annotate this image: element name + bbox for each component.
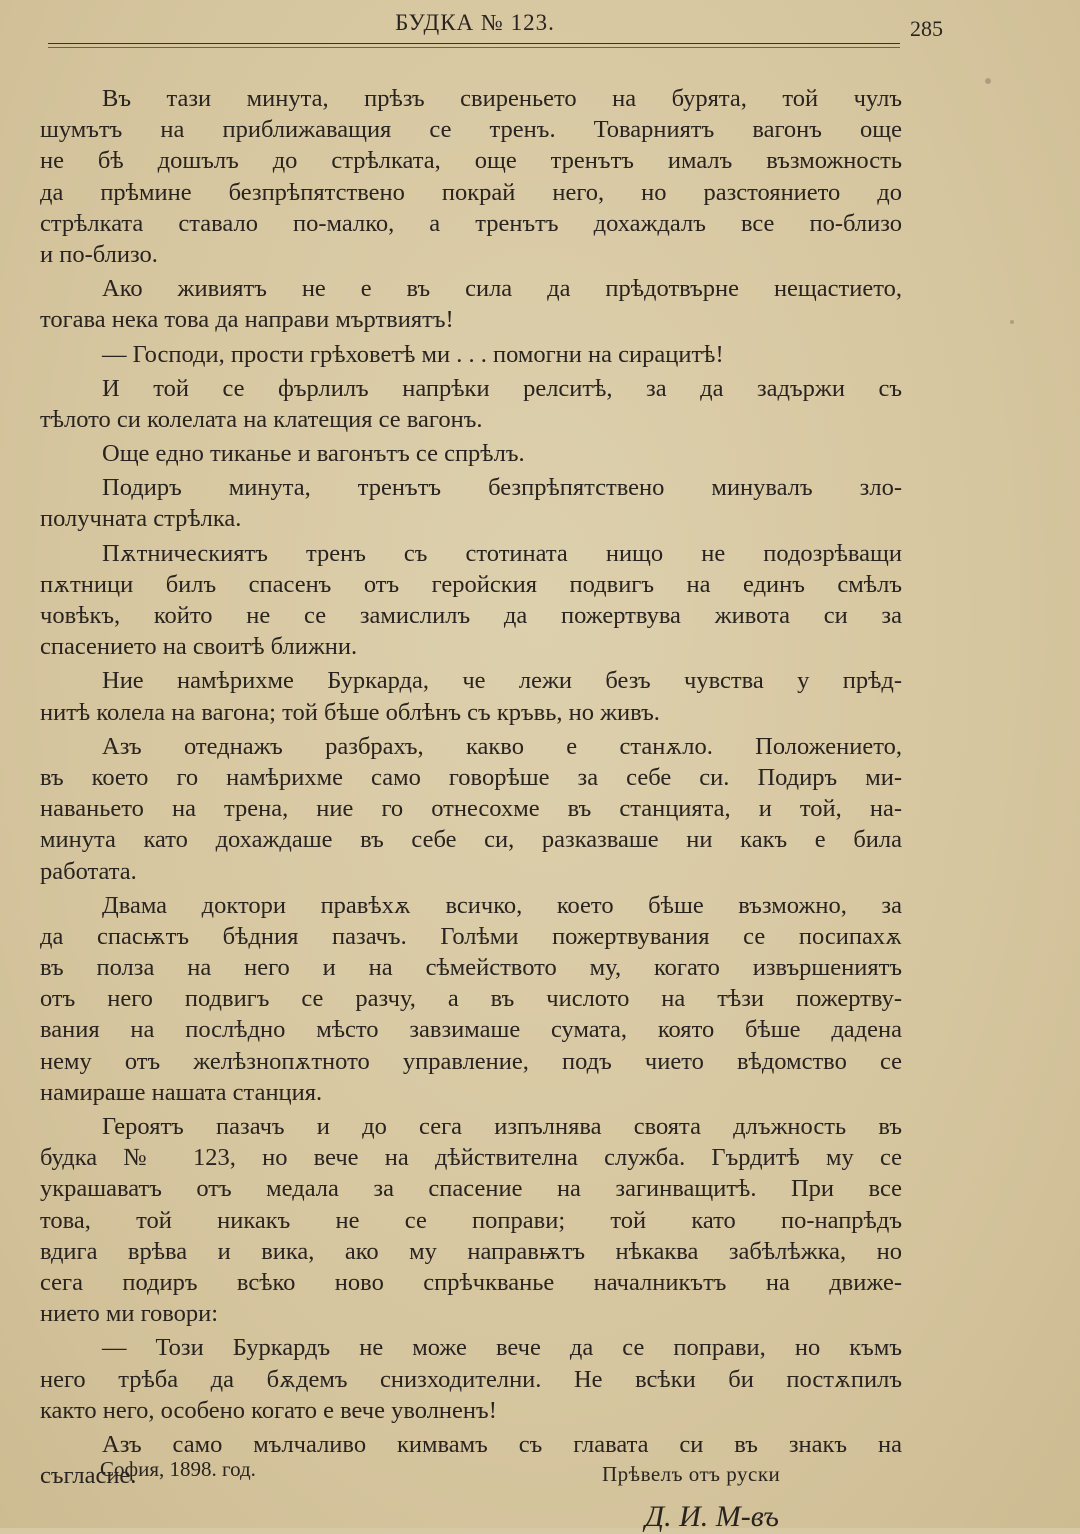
text-line: това, той никакъ не се поправи; той като по-напрѣдъ bbox=[40, 1206, 902, 1234]
text-line: вдига врѣва и вика, ако му направѭтъ нѣкаква забѣлѣжка, но bbox=[40, 1237, 902, 1265]
paper-speck bbox=[985, 78, 991, 84]
text-line: въ полза на него и на сѣмейството му, когато извършениятъ bbox=[40, 954, 902, 982]
article-body bbox=[40, 83, 902, 1494]
text-line: Азъ само мълчаливо кимвамъ съ главата си въ знакъ на bbox=[102, 1430, 902, 1458]
text-line: тогава нека това да направи мъртвиятъ! bbox=[40, 306, 454, 334]
paragraph bbox=[40, 731, 902, 887]
header-rule bbox=[48, 43, 900, 44]
header-rule-secondary bbox=[48, 47, 900, 48]
text-line: Азъ отеднажъ разбрахъ, какво е станѫло. Положението, bbox=[102, 732, 902, 760]
paragraph bbox=[40, 273, 902, 335]
paper-speck bbox=[1010, 320, 1014, 324]
text-line: стрѣлката ставало по-малко, а тренътъ дохаждалъ все по-близо bbox=[40, 209, 902, 237]
header-title: БУДКА № 123. bbox=[395, 10, 555, 35]
text-line: и по-близо. bbox=[40, 240, 158, 268]
translation-note: Прѣвелъ отъ руски bbox=[602, 1462, 781, 1486]
paragraph bbox=[40, 1332, 902, 1426]
paragraph bbox=[40, 438, 902, 469]
text-line: сега подиръ всѣко ново спрѣчкванье началникътъ на движе- bbox=[40, 1268, 902, 1296]
paragraph bbox=[40, 538, 902, 663]
running-header bbox=[48, 6, 943, 46]
text-line: — Този Буркардъ не може вече да се поправи, но къмъ bbox=[102, 1334, 902, 1362]
paragraph bbox=[40, 339, 902, 370]
text-line: не бѣ дошълъ до стрѣлката, още тренътъ ималъ възможность bbox=[40, 147, 902, 175]
place-date: София, 1898. год. bbox=[100, 1457, 256, 1481]
paragraph bbox=[40, 665, 902, 727]
text-line: него трѣба да бѫдемъ снизходителни. Не всѣки би постѫпилъ bbox=[40, 1365, 902, 1393]
text-line: отъ него подвигъ се разчу, а въ числото на тѣзи пожертву- bbox=[40, 985, 902, 1013]
text-line: И той се фърлилъ напрѣки релситѣ, за да задържи съ bbox=[102, 374, 902, 402]
text-line: да прѣмине безпрѣпятствено покрай него, но разстоянието до bbox=[40, 178, 902, 206]
text-line: минута като дохаждаше въ себе си, разказваше ни какъ е била bbox=[40, 826, 902, 854]
text-line: въ което го намѣрихме само говорѣше за себе си. Подиръ ми- bbox=[40, 763, 902, 791]
text-line: — Господи, прости грѣховетѣ ми . . . помогни на сирацитѣ! bbox=[102, 340, 724, 368]
text-line: намираше нашата станция. bbox=[40, 1078, 323, 1106]
paragraph bbox=[40, 1111, 902, 1329]
text-line: Пѫтническиятъ тренъ съ стотината нищо не подозрѣващи bbox=[102, 539, 902, 567]
page-number: 285 bbox=[910, 16, 943, 41]
paragraph bbox=[40, 472, 902, 534]
text-line: съгласие. bbox=[40, 1462, 137, 1490]
text-line: вания на послѣдно мѣсто завзимаше сумата, която бѣше дадена bbox=[40, 1016, 902, 1044]
text-line: работата. bbox=[40, 857, 137, 885]
paragraph bbox=[40, 890, 902, 1108]
text-line: човѣкъ, който не се замислилъ да пожертвува живота си за bbox=[40, 602, 902, 629]
text-line: Ние намѣрихме Буркарда, че лежи безъ чувства у прѣд- bbox=[102, 667, 902, 695]
text-line: наваньето на трена, ние го отнесохме въ станцията, и той, на- bbox=[40, 795, 902, 823]
text-line: Ако живиятъ не е въ сила да прѣдотвърне нещастието, bbox=[102, 275, 902, 303]
text-line: нему отъ желѣзнопѫтното управление, подъ чието вѣдомство се bbox=[40, 1047, 902, 1075]
text-line: будка № 123, но вече на дѣйствителна служба. Гърдитѣ му се bbox=[40, 1144, 902, 1172]
paragraph bbox=[40, 373, 902, 435]
text-line: пѫтници билъ спасенъ отъ геройския подвигъ на единъ смѣлъ bbox=[40, 570, 902, 598]
text-line: спасението на своитѣ ближни. bbox=[40, 633, 358, 661]
text-line: да спасѭтъ бѣдния пазачъ. Голѣми пожертвувания се посипахѫ bbox=[40, 922, 902, 950]
text-line: тѣлото си колелата на клатещия се вагонъ. bbox=[40, 405, 483, 433]
text-line: Подиръ минута, тренътъ безпрѣпятствено минувалъ зло- bbox=[102, 474, 902, 502]
text-line: Въ тази минута, прѣзъ свиреньето на бурята, той чулъ bbox=[102, 85, 902, 112]
paragraph bbox=[40, 83, 902, 270]
text-line: украшаватъ отъ медала за спасение на загинващитѣ. При все bbox=[40, 1175, 902, 1203]
text-line: шумътъ на приближаващия се тренъ. Товарниятъ вагонъ още bbox=[40, 116, 902, 144]
text-line: Още едно тиканье и вагонътъ се спрѣлъ. bbox=[102, 440, 525, 468]
text-line: нитѣ колела на вагона; той бѣше облѣнъ съ кръвь, но живъ. bbox=[40, 698, 660, 726]
text-line: Двама доктори правѣхѫ всичко, което бѣше възможно, за bbox=[102, 891, 902, 919]
text-line: нието ми говори: bbox=[40, 1300, 219, 1328]
text-line: получната стрѣлка. bbox=[40, 505, 242, 533]
text-line: Героятъ пазачъ и до сега изпълнява своята длъжность въ bbox=[102, 1113, 902, 1140]
translator-signature: Д. И. М-въ bbox=[645, 1500, 779, 1533]
text-line: както него, особено когато е вече уволненъ! bbox=[40, 1396, 497, 1424]
